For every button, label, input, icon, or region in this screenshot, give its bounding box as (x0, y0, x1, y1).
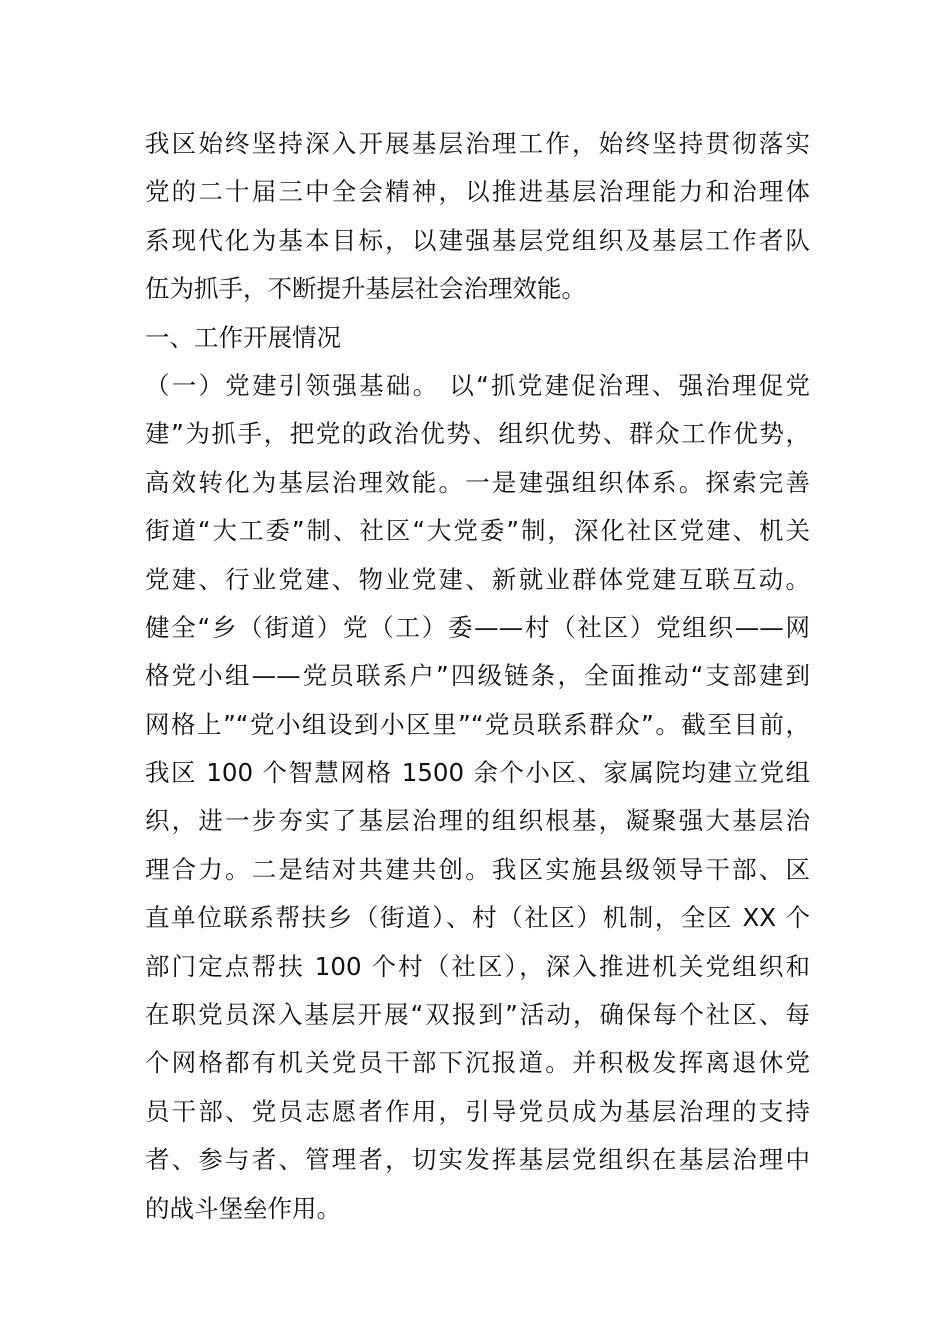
intro-line: 我区始终坚持深入开展基层治理工作，始终坚持贯彻落实 (145, 129, 810, 158)
body-line: 个网格都有机关党员干部下沉报道。并积极发挥离退休党 (145, 1048, 810, 1078)
body-line: 我区 100 个智慧网格 1500 余个小区、家属院均建立党组 (145, 758, 810, 788)
body-line: 理合力。二是结对共建共创。我区实施县级领导干部、区 (145, 854, 810, 884)
intro-line: 党的二十届三中全会精神，以推进基层治理能力和治理体 (145, 177, 810, 207)
body-line: 街道“大工委”制、社区“大党委”制，深化社区党建、机关 (145, 516, 810, 546)
body-line: 部门定点帮扶 100 个村（社区），深入推进机关党组织和 (145, 951, 810, 981)
body-line: 的战斗堡垒作用。 (145, 1193, 341, 1223)
intro-line: 伍为抓手，不断提升基层社会治理效能。 (145, 274, 586, 304)
body-line: 者、参与者、管理者，切实发挥基层党组织在基层治理中 (145, 1145, 810, 1175)
body-line: （一）党建引领强基础。 以“抓党建促治理、强治理促党 (145, 370, 810, 400)
body-line: 党建、行业党建、物业党建、新就业群体党建互联互动。 (145, 564, 810, 594)
body-line: 健全“乡（街道）党（工）委——村（社区）党组织——网 (145, 612, 810, 642)
body-line: 在职党员深入基层开展“双报到”活动，确保每个社区、每 (145, 1000, 810, 1030)
intro-line: 系现代化为基本目标，以建强基层党组织及基层工作者队 (145, 225, 810, 255)
body-line: 格党小组——党员联系户”四级链条，全面推动“支部建到 (145, 661, 810, 691)
body-line: 直单位联系帮扶乡（街道）、村（社区）机制，全区 XX 个 (145, 903, 810, 933)
section-heading: 一、工作开展情况 (145, 322, 341, 352)
body-line: 网格上”“党小组设到小区里”“党员联系群众”。截至目前， (145, 709, 810, 739)
body-line: 建”为抓手，把党的政治优势、组织优势、群众工作优势， (145, 419, 810, 449)
body-line: 高效转化为基层治理效能。一是建强组织体系。探索完善 (145, 467, 810, 497)
document-body (145, 120, 810, 1233)
body-line: 织，进一步夯实了基层治理的组织根基，凝聚强大基层治 (145, 806, 810, 836)
body-line: 员干部、党员志愿者作用，引导党员成为基层治理的支持 (145, 1096, 810, 1126)
